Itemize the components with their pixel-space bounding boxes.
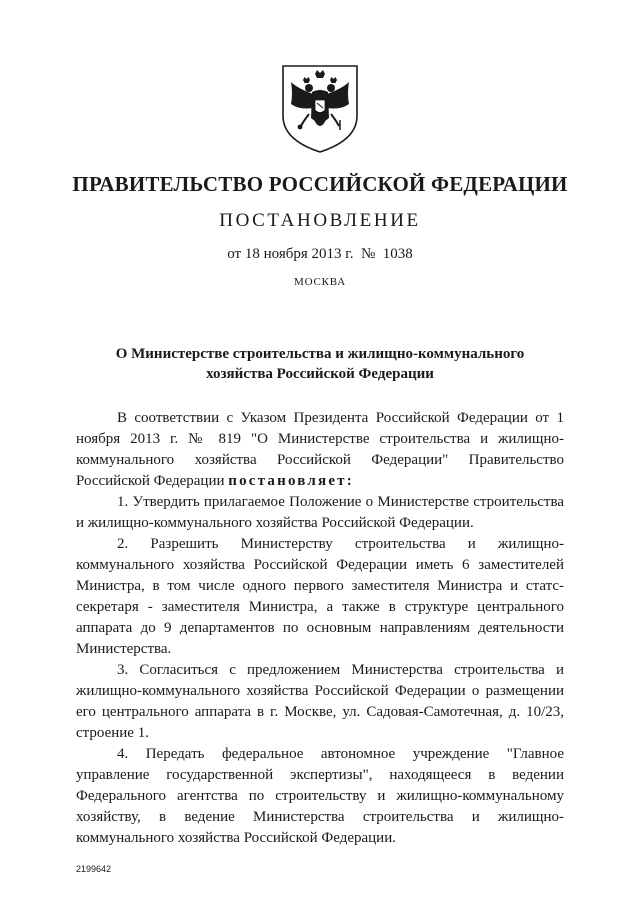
- decree-item-1: 1. Утвердить прилагаемое Положение о Министерстве строительства и жилищно-коммунального хозяйства Российской Федерации.: [76, 494, 564, 531]
- document-city: МОСКВА: [294, 276, 346, 288]
- document-code: 2199642: [76, 864, 112, 874]
- decree-item-3: 3. Согласиться с предложением Министерства строительства и жилищно-коммунального хозяйства Российской Федерации о размещении его центрального аппарата в г. Москве, ул. Садовая-Самотечная, д. 10/23, строение 1.: [76, 662, 564, 741]
- coat-of-arms-icon: [279, 60, 361, 154]
- document-date-number: от 18 ноября 2013 г. № 1038: [227, 246, 413, 262]
- subject-line-2: хозяйства Российской Федерации: [206, 366, 434, 382]
- decree-word: постановляет:: [228, 473, 354, 489]
- government-title: ПРАВИТЕЛЬСТВО РОССИЙСКОЙ ФЕДЕРАЦИИ: [72, 172, 568, 196]
- preamble-paragraph: [76, 408, 564, 492]
- decree-item-2: 2. Разрешить Министерству строительства и жилищно-коммунального хозяйства Российской Федерации иметь 6 заместителей Министра, в том числе одного первого заместителя Министра и статс-секретаря - заместителя Министра, а также в структуре центрального аппарата до 9 департаментов по основным направлениям деятельности Министерства.: [76, 536, 564, 657]
- preamble-text: В соответствии с Указом Президента Российской Федерации от 1 ноября 2013 г. № 819 "О Министерстве строительства и жилищно-коммунального хозяйства Российской Федерации" Правительство Российской Федерации: [76, 410, 564, 489]
- document-type: ПОСТАНОВЛЕНИЕ: [219, 210, 421, 231]
- decree-item-4: 4. Передать федеральное автономное учреждение "Главное управление государственной экспертизы", находящееся в ведении Федерального агентства по строительству и жилищно-коммунальному хозяйству, в ведение Министерства строительства и жилищно-коммунального хозяйства Российской Федерации.: [76, 746, 564, 846]
- document-body: [76, 408, 564, 849]
- document-subject: [60, 344, 580, 384]
- subject-line-1: О Министерстве строительства и жилищно-коммунального: [115, 346, 525, 362]
